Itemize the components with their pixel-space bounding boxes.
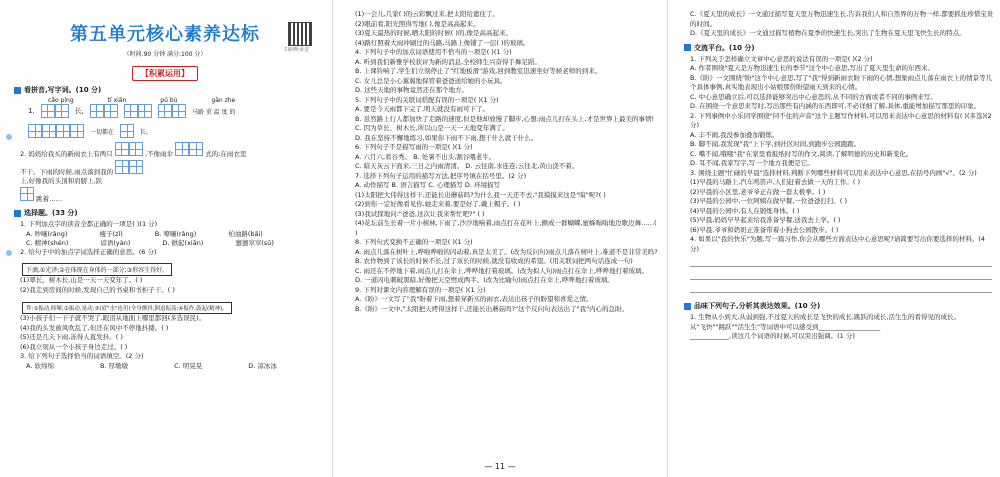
question-line: B. 虽然路上行人都加快了走路的速度,但是他却放慢了脚步,心想:雨点儿打在头上,才是世界上最美的事情! — [355, 114, 655, 123]
question-line: 1. 生物从小到大,从弱到强,不过夏天的成长是飞快的成长,跳跃的成长,活生生的看得见的成长。 — [690, 313, 961, 321]
question-line: A. 听到我们新雅学校获评为新的消息,全校师生兴奋得手舞足蹈。 — [355, 57, 542, 66]
question-line: 2. 下列事例中小乐同学围绕"同不住的声音"这个主题写作材料,可以用来表达中心意思的材料有( )(多选)(2 分) — [690, 111, 992, 129]
question-line: A.《盼》一文写了"我"盼着下雨,想着穿新买的雨衣,表达出孩子的盼望和喜爱之情。 — [355, 295, 593, 303]
question-line: B.《盼》一文中,"太阳把天烤得这样干,还能长出蘑菇吗?"这个反问句表达出了"我"内心的急盼。 — [355, 304, 629, 313]
question-line: B.《盼》一文围绕"盼"这个中心意思,写了"我"得到新雨衣盼下雨的心情,想象雨点儿落在雨衣上的情景等几个具体事例,真实地表现出小姑娘那份盼望雨天到来的心情。 — [690, 73, 993, 91]
question-line: ____________,读这几个词语的时候,可以突出强调。(1 分) — [690, 332, 855, 340]
question-line: (1)太阳把大伟得这样干,还能长出蘑菇吗?为什么我一天还不去,"我摸摸来这是"暗"呢?( ) — [355, 190, 606, 199]
answer-line[interactable] — [690, 269, 992, 280]
question-line: C. 因为草长、树木长,所以山是一天一天地变年满了。 — [355, 124, 509, 132]
character-box-row: 一切都在 长。 — [28, 124, 330, 138]
question-line: (2)眼前看,阳光照得雪地( ),像是高高起来。 — [355, 19, 480, 28]
question-line: (1)早晨的马路上,汽车鸣笛声,人们赶着去做一天的工作。( ) — [690, 178, 860, 186]
question-line: B. 上课铃响了,学生们立刻停止了"红地板滑"游戏,回到教室迅速坐好等候老师的到来。 — [355, 67, 602, 75]
page-right — [670, 0, 1000, 477]
page-number: — 11 — — [484, 462, 516, 471]
write-grid[interactable] — [175, 142, 203, 156]
question-line: A. 动作描写 B. 语言描写 C. 心理描写 D. 环境描写 — [355, 181, 501, 189]
question-line: 3. 围绕主题"忙碌的早晨"选择材料,判断下列哪些材料可以用来表达中心意思,在括号内画"√"。(2 分) — [690, 168, 977, 177]
page-gutter-1 — [332, 0, 333, 477]
question-line: (2)早晨的小区里,老爷爷正在做一套太极拳。( ) — [690, 187, 826, 196]
question-line: C. 中心意思确立后,可以选择能够突出中心意思的,从不同的方面或者不同的事例来写。 — [690, 92, 937, 101]
write-grid[interactable] — [115, 160, 143, 174]
section-marker-icon — [684, 44, 691, 51]
question-line: (3)夏天最热的时候,晒太阳的时候( )的,像是高高起来。 — [355, 29, 512, 37]
question-line: (3)早晨的公园中,一位阿姨在做早餐,一位爸爸打扫。( ) — [690, 197, 847, 205]
definition-box: 下滴,①光泽;②在体现在身体的一部分;③形容生得好。 — [22, 263, 172, 276]
question-list — [335, 10, 665, 314]
section-banner: 【积累运用】 — [132, 66, 198, 81]
question-text: 跳着…… — [20, 187, 324, 205]
write-grid[interactable] — [124, 104, 152, 118]
write-grid[interactable] — [115, 142, 143, 156]
question-line: A. 雨点儿落在树叶上,哗啦哗啦的闪动着,真是太美了。(改为反问句)雨点儿落在树叶上,难道不是非常美吗? — [355, 247, 658, 256]
write-grid[interactable] — [28, 124, 84, 138]
page-middle — [335, 0, 665, 477]
binding-hole — [6, 134, 12, 140]
question-line: (4)路灯照着大雨冲刷过的马路,马路上像铺了一层( )的玻璃。 — [355, 38, 530, 47]
question-text: (4)我的头发被风吹乱了,但还在风中不停地抖搂。( ) — [20, 323, 169, 332]
question-line: 1. 下列关于怎样确立文章中心意思的说法有误的一项是( )(2 分) — [690, 54, 873, 63]
question-line: (4)花坛前生长着一片小树林,下雨了,沙沙地响着,雨点打在花叶上,颤成一群蝴蝶,蜜蜂嗡嗡地边歌边舞……( ) — [355, 219, 657, 237]
section-3-heading: 交流平台。(10 分) — [684, 43, 1000, 53]
question-text: (2)我走到房间的时候,发现自己的书桌和书柜子干。( ) — [20, 285, 175, 294]
question-list — [670, 10, 1000, 39]
question-text: 2. 妈妈给我买的新雨衣上有两只 ,不像雨伞 式的;在雨衣里 — [20, 142, 324, 160]
question-text: (6)我立刻从一个小孩子身边走过。( ) — [20, 342, 128, 351]
question-line: 9. 下列对课文内容理解有误的一项是( )(1 分) — [355, 285, 486, 294]
question-text: (1)翠长、树木长,山是一天一天变年了。( ) — [20, 276, 143, 284]
write-grid[interactable] — [41, 104, 69, 118]
question-line: (5)早晨,妈妈早早起来给我准备早餐,送我去上学。( ) — [690, 216, 841, 224]
question-line: D. 一道闪电刺破黑暗,好像把天空劈成两半。(改为比喻句)雨点打在伞上,哗哗地打着玻璃。 — [355, 276, 614, 284]
question-text: 1. 下列加点字的读音全都正确的一项是( )(1 分) — [20, 220, 158, 228]
question-line: (6)早晨,爷爷和奶奶正准备带着小狗去公园散步。( ) — [690, 225, 839, 234]
question-line: D. 在围绕一个意思来写时,写出那些有内涵的东西即可,不必详细了解,具体,重能增加描写那里的印象。 — [690, 102, 981, 110]
options-row: C. 精神(shén) 谚语(yàn) D. 掀起(xiān) 窸窸窣窣(sū) — [26, 238, 274, 247]
question-line: 7. 选择下列句子运用的描写方法,把序号填在括号里。(2 分) — [355, 171, 527, 180]
question-line: 4. 下列句子中的加点词语使用不恰当的一项是( )(1 分) — [355, 48, 512, 56]
answer-line[interactable] — [690, 256, 992, 267]
question-line: C. 雨还在不停地下着,雨点儿打在伞上,哗哗地打着玻璃。(改为拟人句)雨点打在伞上,哗哗地打着玻璃。 — [355, 266, 648, 275]
section-4-heading: 品味下列句子,分析其表达效果。(10 分) — [684, 301, 1000, 311]
question-line: A. 丰不闹,我没参加叠加锻炼。 — [690, 130, 779, 139]
qr-caption: 扫码听录音 — [284, 47, 310, 53]
question-line: A. 六月六,看谷秀。 B. 处暑不出头,割谷喂老牛。 — [355, 152, 496, 161]
pinyin-row: cǎo píng tǐ xiān pǔ bù gān zhe — [48, 97, 236, 104]
question-line: D. 耳不闻,我家写字,写一个地方我便是它。 — [690, 159, 814, 167]
definition-box: 拜:①振动,哆嗦;②振动,晃动;③(眉"水"连用)全身颤抖,倒退振荡;④振作,鼓起(精神)。 — [22, 302, 232, 314]
question-line: B. 农作物到了该长的时候不长,过了该长的时候,就没有收成的希望。(用关联词把两句话连成一句) — [355, 257, 633, 265]
write-grid[interactable] — [158, 104, 186, 118]
write-grid[interactable] — [120, 124, 134, 138]
options-row: A. 软绵绵 B. 厚墩墩 C. 明晃晃 D. 凉冰冰 — [26, 361, 277, 370]
exam-info: （时间:90 分钟 满分:100 分） — [123, 51, 207, 58]
question-line: 4. 如果以"我的快乐"为题,写一篇习作,你会从哪些方面表达中心意思呢?请简要写出你要选择的材料。(4 分) — [690, 235, 986, 253]
question-text: 不干。下雨的时候,雨点落到我的 — [20, 160, 324, 178]
section-2-heading: 选择题。(33 分) — [14, 208, 330, 218]
question-line: (4)早晨的公园中,有人在锻炼身体。( ) — [690, 206, 800, 215]
question-text: (3)小孩子们一下子就不哭了,眼泪从地面上哪里都回(多选误民)。 — [20, 314, 206, 322]
question-line: (1)一会儿,几家( )的云彩飘过来,把太阳给遮住了。 — [355, 10, 499, 18]
question-line: B. 脚不闻,我发现"我"上下学,到社区时间,到跑步公园跑跑。 — [690, 140, 861, 148]
options-row: A. 吵嚷(rǎng) 瘦子(zǐ) B. 嘹嚷(rǎng) 柏油路(bǎi) — [26, 229, 263, 238]
question-line: C. 嘴不闻,哦哦"我"在家里看报纸时写的作文,阅读,了解明德的历史和新变化。 — [690, 149, 913, 158]
question-line: 5. 下列句子中的关联词搭配有误的一项是( )(1 分) — [355, 95, 499, 104]
question-text: (5)还是几天下雨,冻得人直发抖。( ) — [20, 333, 123, 341]
section-marker-icon — [14, 210, 21, 217]
question-line: A. 要是今天雨都下完了,明天就没有雨可下了。 — [355, 105, 490, 113]
page-gutter-2 — [667, 0, 668, 477]
question-line: D. 我在坚持不懈地练习,如果你下雨不下雨,想干什么就干什么。 — [355, 133, 538, 142]
write-grid[interactable] — [20, 187, 34, 201]
question-line: D. 这些天地的事物竟然还在那个地方。 — [355, 86, 469, 94]
section-marker-icon — [14, 87, 21, 94]
question-line: C. 暗天灰云下面来,三日之内雨清清。 D. 云往南,水连连;云往北,黄山浇不着。 — [355, 162, 579, 170]
question-list — [670, 313, 1000, 342]
question-line: 6. 下列句子不是描写雨的一项是( )(1 分) — [355, 143, 473, 151]
answer-line[interactable] — [690, 282, 992, 293]
question-line: A. 作者围绕"夏天是万物迅速生长的季节"这个中心意思,写出了夏天里生命的东西来。 — [690, 64, 935, 72]
question-text: 3. 给下列句子选择恰当的词语填空。(2 分) — [20, 352, 144, 360]
character-box-row: 1. 长, 马路 重 温 度 的 — [28, 104, 330, 118]
question-line: 从"飞快""跳跃""活生生"等词语中可以感受到___________________ — [690, 322, 881, 331]
question-line: (3)我试探地问:"爸爸,这次让我来帮忙吧?" ( ) — [355, 209, 485, 218]
question-line: D.《夏天里的成长》一文通过描写植物在夏季的快速生长,突出了生物在夏天里飞快生长的特点。 — [690, 29, 966, 37]
question-line: C. 女儿总是小心翼翼地保管着爸爸送给她的小玩具。 — [355, 76, 507, 85]
section-marker-icon — [684, 303, 691, 310]
page-title: 第五单元核心素养达标 — [70, 24, 260, 45]
question-line: 8. 下列句式变换不正确的一项是( )(1 分) — [355, 238, 473, 246]
qr-code[interactable] — [288, 22, 312, 46]
page-left — [0, 0, 330, 477]
question-list — [670, 55, 1000, 255]
question-text: 上,好像我的头顶和肩膀上,跃 — [20, 177, 103, 185]
binding-hole — [6, 250, 12, 256]
question-text: 2. 给句子中的加点字词选择正确的意思。(6 分) — [20, 247, 157, 256]
question-line: (2)到你一定好像看见你,她走来着,要是好了,戴上帽子。( ) — [355, 200, 521, 208]
section-1-heading: 看拼音,写字词。(10 分) — [14, 85, 330, 95]
question-line: C.《夏天里的成长》一文通过描写夏天里万物迅速生长,告诉我们人和自然界的万物一样,都要抓住珍惜宝贵的时间。 — [690, 10, 994, 28]
write-grid[interactable] — [90, 104, 118, 118]
